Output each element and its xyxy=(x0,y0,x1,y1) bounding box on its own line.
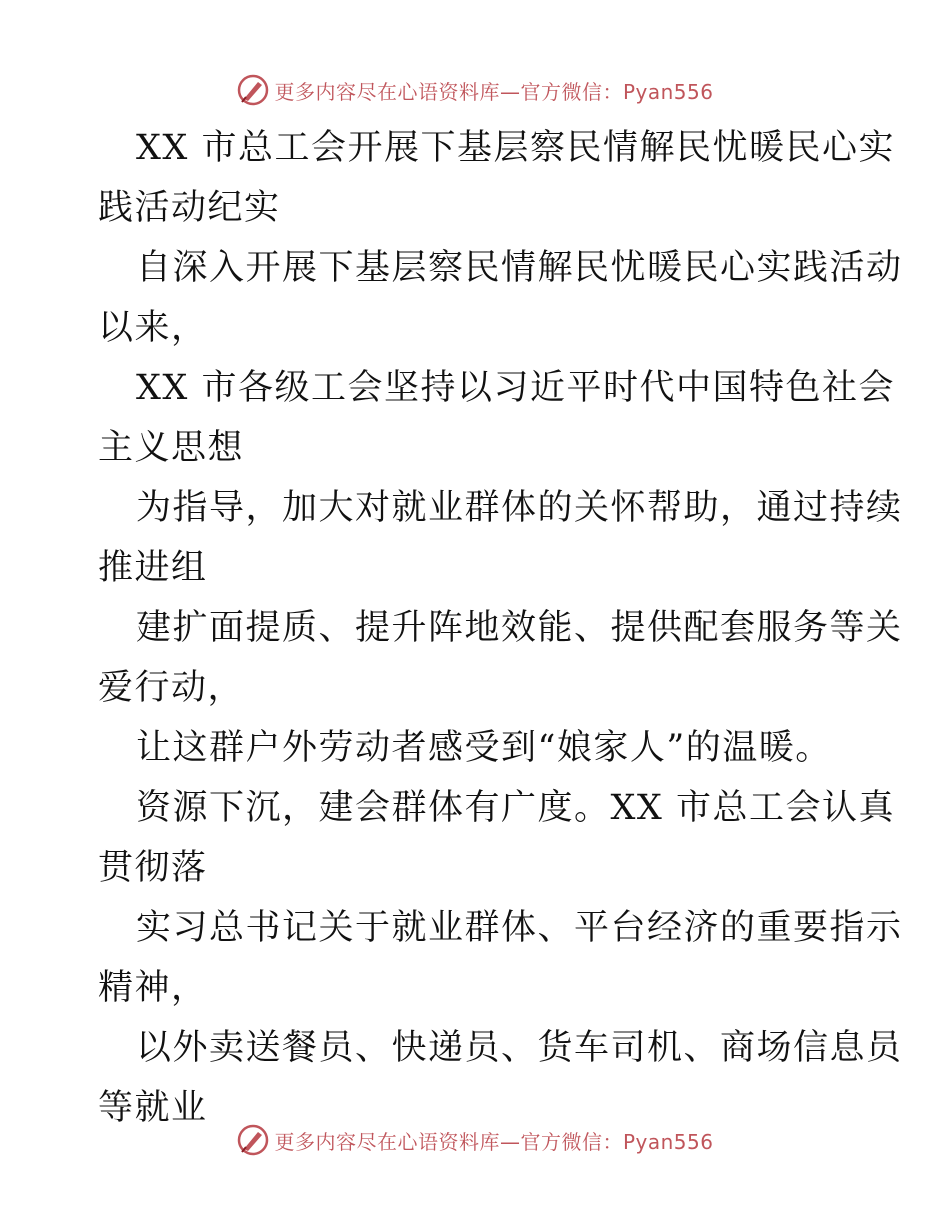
paragraph-line: 贯彻落 xyxy=(98,848,208,888)
paragraph-3 xyxy=(98,358,895,478)
document-body xyxy=(98,118,903,1138)
footer-watermark-text: 更多内容尽在心语资料库—官方微信：Pyan556 xyxy=(274,1129,714,1154)
paragraph-8 xyxy=(98,898,903,1018)
paragraph-line: 建扩面提质、提升阵地效能、提供配套服务等关 xyxy=(136,608,903,648)
paragraph-line: 为指导，加大对就业群体的关怀帮助，通过持续 xyxy=(136,488,903,528)
paragraph-5 xyxy=(98,598,903,718)
paragraph-line: 让这群户外劳动者感受到“娘家人”的温暖。 xyxy=(136,728,832,768)
quill-seal-icon xyxy=(236,73,270,107)
paragraph-line: 主义思想 xyxy=(98,428,245,468)
paragraph-line: XX 市各级工会坚持以习近平时代中国特色社会 xyxy=(136,368,895,408)
paragraph-line: 实习总书记关于就业群体、平台经济的重要指示 xyxy=(136,908,903,948)
paragraph-6 xyxy=(98,718,858,778)
paragraph-line: 推进组 xyxy=(98,548,208,588)
header-watermark-banner xyxy=(0,70,950,110)
paragraph-line: 以外卖送餐员、快递员、货车司机、商场信息员 xyxy=(136,1028,903,1068)
paragraph-line: XX 市总工会开展下基层察民情解民忧暖民心实 xyxy=(136,128,895,168)
paragraph-7 xyxy=(98,778,895,898)
paragraph-1 xyxy=(98,118,895,238)
paragraph-line: 自深入开展下基层察民情解民忧暖民心实践活动 xyxy=(136,248,903,288)
quill-seal-icon xyxy=(236,1123,270,1157)
paragraph-line: 爱行动， xyxy=(98,668,245,708)
paragraph-2 xyxy=(98,238,903,358)
paragraph-line: 精神， xyxy=(98,968,208,1008)
footer-watermark-banner xyxy=(0,1120,950,1160)
paragraph-4 xyxy=(98,478,903,598)
paragraph-line: 资源下沉，建会群体有广度。XX 市总工会认真 xyxy=(136,788,895,828)
paragraph-line: 践活动纪实 xyxy=(98,188,281,228)
header-watermark-text: 更多内容尽在心语资料库—官方微信：Pyan556 xyxy=(274,79,714,104)
paragraph-line: 以来， xyxy=(98,308,208,348)
paragraph-line: 等就业 xyxy=(98,1088,208,1128)
